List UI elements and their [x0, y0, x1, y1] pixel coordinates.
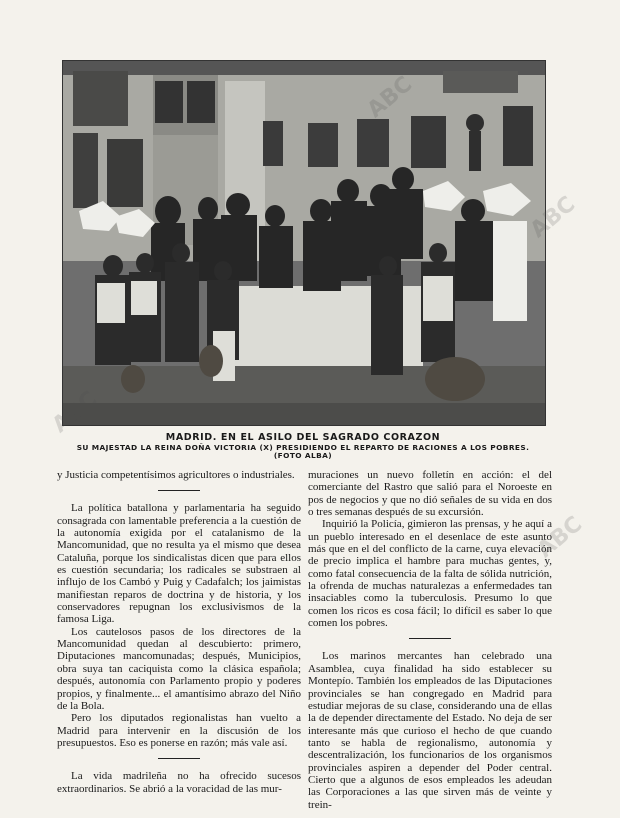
caption-description: SU MAJESTAD LA REINA DOÑA VICTORIA (X) PRESIDIENDO EL REPARTO DE RACIONES A LOS POBRES. — [76, 442, 530, 452]
abc-watermark: ABC — [525, 191, 581, 244]
photo-caption — [60, 433, 546, 461]
section-divider — [158, 490, 200, 491]
left-column — [57, 469, 301, 795]
paragraph: Pero los diputados regionalistas han vuelto a Madrid para intervenir en la discusión de los presupuestos. Eso es ponerse en razón; más vale así. — [57, 712, 301, 749]
paragraph: Los cautelosos pasos de los directores de la Mancomunidad quedan al descubierto: primero, Diputaciones mancomunadas; después, Municipios, obra suya tan caciquista como la clásica española; después, autonomía con Parlamento propio y poderes propios, y finalmente... el amantísimo abrazo del Niño de la Bola. — [57, 625, 301, 712]
paragraph: y Justicia competentísimos agricultores o industriales. — [57, 469, 295, 481]
photo-illustration — [63, 61, 545, 425]
paragraph: Los marinos mercantes han celebrado una Asamblea, cuya finalidad ha sido establecer su Montepío. También los empleados de las Diputaciones provinciales se han congregado en Madrid para estudiar mejoras de su clase, considerando una de ellas la de depender directamente del Estado. No deja de ser interesante más que curioso el hecho de que cuando tanto se habla de regionalismo, autonomía y descentralización, los funcionarios de los organismos provinciales aspiren a depender del Poder central. Cierto que a algunos de esos empleados les adeudan las Corporaciones a las que sirven más de veinte y trein- — [308, 650, 552, 811]
paragraph: Inquirió la Policía, gimieron las prensas, y he aquí a un pueblo interesado en el desenlace de este asunto más que en el del conflicto de la carne, cuya elevación de precio implica el hambre para muchas gentes, y, como fatal consecuencia de la falta de sólida nutrición, la ofrenda de muchas naturalezas a enfermedades tan insaciables como la tuberculosis. Presumo lo que comen los ricos es cosa fácil; lo difícil es saber lo que comen los pobres. — [308, 518, 552, 630]
photograph-queen-asylum — [62, 60, 546, 426]
caption-title: MADRID. EN EL ASILO DEL SAGRADO CORAZON — [165, 432, 441, 443]
section-divider — [409, 638, 451, 639]
caption-credit: (FOTO ALBA) — [273, 451, 333, 461]
abc-watermark: ABC — [532, 511, 588, 564]
paragraph: muraciones un nuevo folletín en acción: el del comerciante del Rastro que salió para el Noroeste en pos de negocios y que no dió señales de su vida en dos o tres semanas después de su excursión. — [308, 469, 552, 519]
paragraph: La política batallona y parlamentaria ha seguido consagrada con lamentable preferencia a la cuestión de la autonomía exigida por el catalanismo de la Mancomunidad, que no resulta ya el mismo que desea Cataluña, porque los sindicalistas dicen que para ellos es cuestión secundaria; los radicales se substraen al influjo de los Cambó y Puig y Cadafalch; los jaimistas manifiestan reparos de doctrina y de historia, y los conservadores repugnan los exclusivismos de la famosa Liga. — [57, 502, 301, 626]
right-column — [308, 469, 552, 811]
section-divider — [158, 758, 200, 759]
paragraph: La vida madrileña no ha ofrecido sucesos extraordinarios. Se abrió a la voracidad de las mur- — [57, 770, 301, 795]
